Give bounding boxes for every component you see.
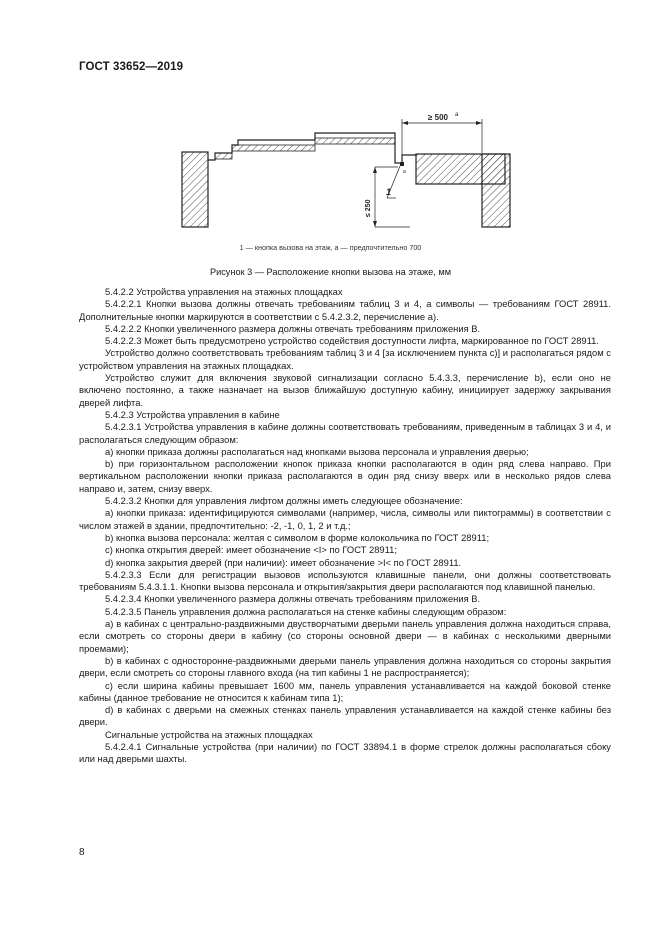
call-button: [395, 142, 416, 163]
list-item: d) кнопка закрытия дверей (при наличии): имеет обозначение >I< по ГОСТ 28911.: [105, 556, 462, 568]
paragraph: Устройство служит для включения звуковой сигнализации согласно 5.4.3.3, перечисление b), если оно не включено постоянно, а также назначает на вызов ближайшую доступную кабину, инициирует задержку закрывания дверей лифта.: [79, 372, 611, 408]
paragraph: 5.4.2.2 Устройства управления на этажных площадках: [105, 286, 343, 297]
paragraph: 5.4.2.2.1 Кнопки вызова должны отвечать требованиям таблиц 3 и 4, а символы — требованиям ГОСТ 28911. Дополнительные кнопки маркируются в соответствии с 5.4.2.3.2, перечисление а).: [79, 298, 611, 322]
dimension-height-label: ≤ 250: [365, 199, 372, 217]
document-header: ГОСТ 33652—2019: [79, 61, 184, 73]
right-wall: [482, 154, 510, 227]
list-item: b) при горизонтальном расположении кнопок приказа кнопки располагаются в один ряд слева направо. При вертикальном расположении кнопки приказа располагаются в один ряд снизу вверх или в несколько рядов слева направо и, затем, снизу вверх.: [79, 458, 611, 494]
svg-text:а: а: [403, 169, 406, 175]
paragraph: Устройство должно соответствовать требованиям таблиц 3 и 4 [за исключением пункта c)] и располагаться рядом с устройством управления на этажных площадках.: [79, 347, 611, 371]
dimension-width-superscript: а: [455, 112, 459, 118]
paragraph: Сигнальные устройства на этажных площадках: [105, 728, 313, 740]
paragraph: 5.4.2.3.3 Если для регистрации вызовов используются клавишные панели, они должны соответствовать требованиям 5.4.3.1.1. Кнопки вызова персонала и открытия/закрытия двери располагаются под клавишной панелью.: [79, 568, 611, 593]
call-button-diagram: [170, 105, 515, 235]
paragraph: 5.4.2.3 Устройства управления в кабине: [105, 408, 280, 420]
list-item: a) в кабинах с центрально-раздвижными двустворчатыми дверьми панель управления должна находиться справа, если смотреть со стороны двери в кабину (со стороны основной двери — в кабинах с несколькими дверными проемами);: [79, 618, 611, 654]
paragraph: 5.4.2.3.5 Панель управления должна располагаться на стенке кабины следующим образом:: [105, 605, 507, 617]
list-item: b) в кабинах с односторонне-раздвижными дверьми панель управления должна находиться со стороны закрытия двери, если смотреть со стороны главного входа (на тип кабины 1 не распространяется);: [79, 654, 611, 679]
paragraph: 5.4.2.3.2 Кнопки для управления лифтом должны иметь следующее обозначение:: [105, 495, 463, 507]
list-item: c) если ширина кабины превышает 1600 мм, панель управления устанавливается на каждой боковой стенке кабины (данное требование не относится к кабинам типа 1);: [79, 679, 611, 703]
paragraph: 5.4.2.2.2 Кнопки увеличенного размера должны отвечать требованиям приложения В.: [105, 322, 481, 334]
figure-caption: Рисунок 3 — Расположение кнопки вызова на этаже, мм: [209, 267, 452, 277]
left-wall: [182, 152, 208, 227]
list-item: a) кнопки приказа: идентифицируются символами (например, числа, символы или пиктограммы) в соответствии с числом этажей в здании, предпочтительно: -2, -1, 0, 1, 2 и т.д.;: [79, 507, 611, 531]
body-text: [79, 286, 611, 766]
list-item: d) в кабинах с дверьми на смежных стенках панель управления устанавливается на каждой стенке кабины без двери.: [79, 704, 611, 728]
callout-number: 1: [386, 187, 392, 197]
figure-legend: 1 — кнопка вызова на этаж, а — предпочтительно 700: [239, 243, 422, 252]
paragraph: 5.4.2.3.1 Устройства управления в кабине должны соответствовать требованиям, приведенным в таблицах 3 и 4, и располагаться следующим образом:: [79, 421, 611, 445]
paragraph: 5.4.2.4.1 Сигнальные устройства (при наличии) по ГОСТ 33894.1 в форме стрелок должны располагаться сбоку или над дверьми шахты.: [79, 740, 611, 765]
list-item: c) кнопка открытия дверей: имеет обозначение <I> по ГОСТ 28911;: [105, 544, 397, 556]
list-item: a) кнопки приказа должны располагаться над кнопками вызова персонала и управления дверью;: [105, 445, 529, 457]
page-number: 8: [79, 847, 85, 858]
list-item: b) кнопка вызова персонала: желтая с символом в форме колокольчика по ГОСТ 28911;: [105, 531, 490, 543]
paragraph: 5.4.2.2.3 Может быть предусмотрено устройство содействия доступности лифта, маркированное по ГОСТ 28911.: [105, 335, 599, 347]
paragraph: 5.4.2.3.4 Кнопки увеличенного размера должны отвечать требованиям приложения В.: [105, 593, 481, 605]
dimension-width-label: ≥ 500: [428, 113, 448, 122]
